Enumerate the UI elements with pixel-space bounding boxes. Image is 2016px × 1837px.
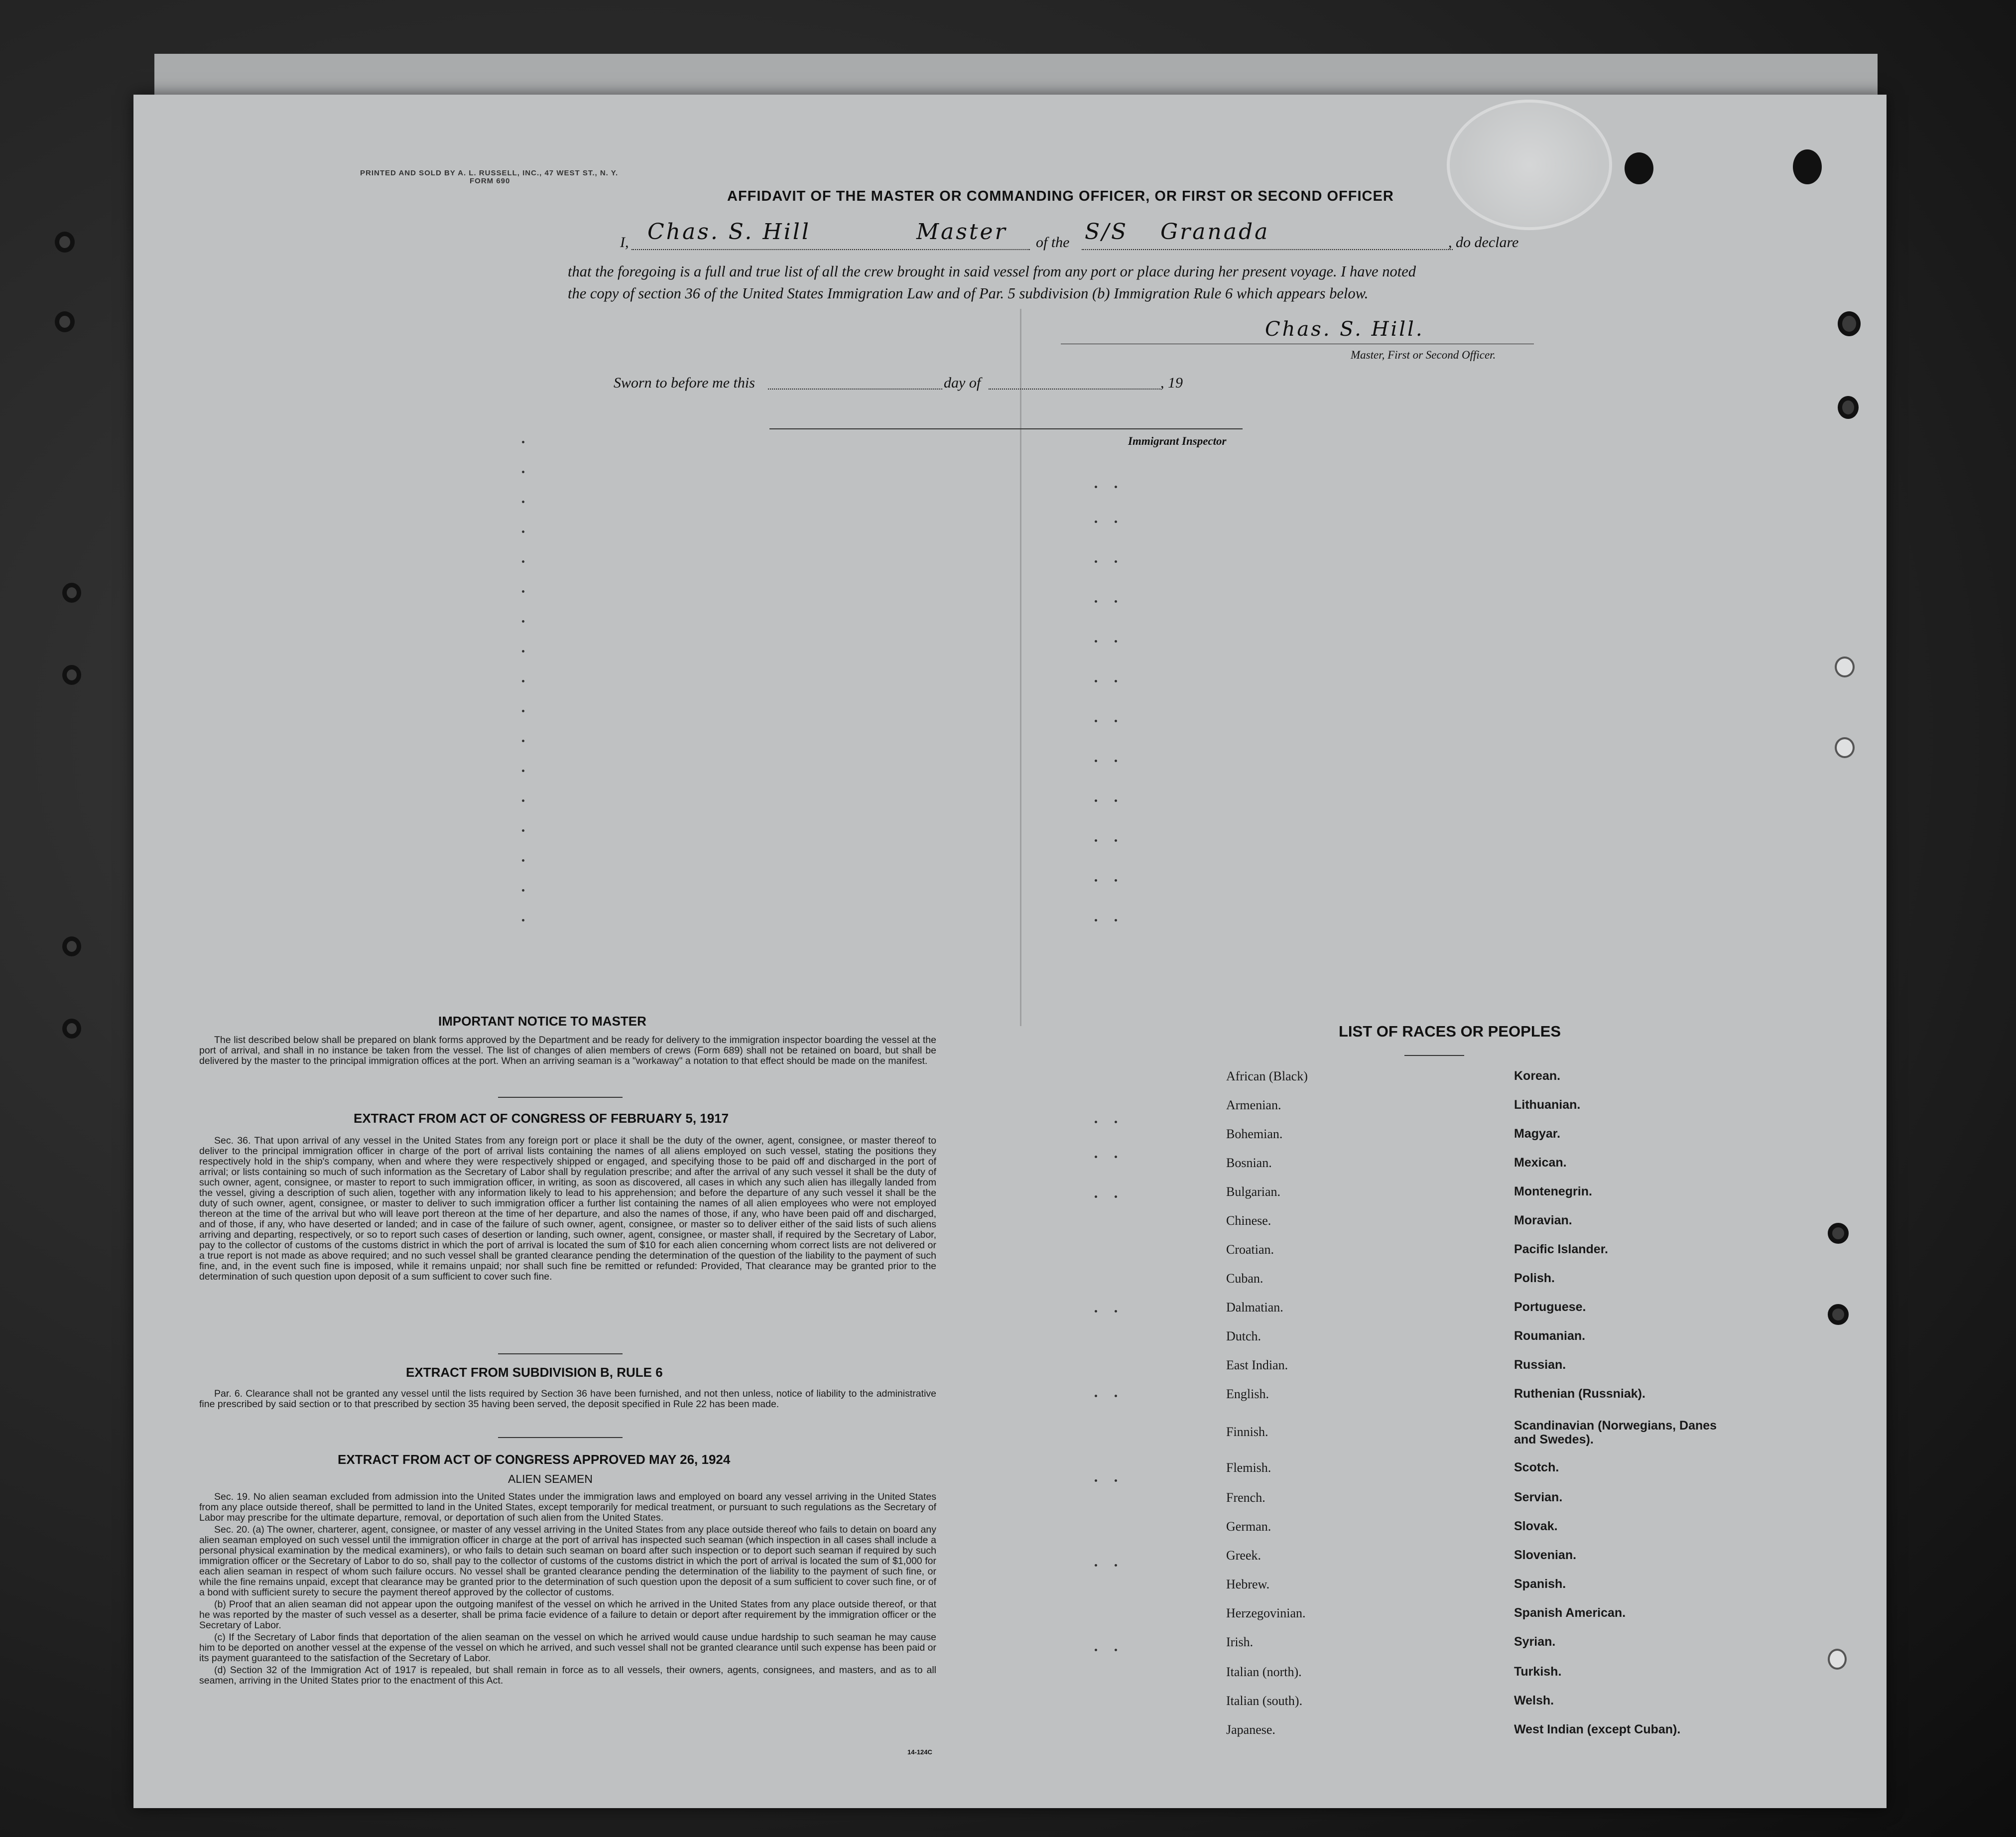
- race-item: Italian (north).: [1226, 1665, 1302, 1679]
- race-item: Moravian.: [1514, 1213, 1572, 1227]
- section-divider: [498, 1097, 623, 1098]
- punch-hole-icon: [1835, 737, 1855, 758]
- race-item: African (Black): [1226, 1069, 1308, 1083]
- extract-1917-title: EXTRACT FROM ACT OF CONGRESS OF FEBRUARY 5, 1917: [354, 1111, 729, 1126]
- extract-rule6-paragraph: Par. 6. Clearance shall not be granted any vessel until the lists required by Section 36 have been furnished, and not then unless, notice of liability to the administrative fine prescribed by said section or to that prescribed by section 35 having been served, the deposit specified in Rule 22 has been made.: [199, 1388, 936, 1410]
- vessel-prefix-handwritten: S/S: [1085, 219, 1129, 245]
- section-divider: [498, 1353, 623, 1354]
- printer-line2: FORM 690: [470, 177, 510, 185]
- binder-ring-icon: [62, 665, 81, 685]
- extract-1924-sec20d: (d) Section 32 of the Immigration Act of 1917 is repealed, but shall remain in force as to all vessels, their owners, agents, consignees, and masters, and as to all seamen, arriving in the United States prior to the enactment of this Act.: [199, 1665, 936, 1686]
- race-item: Russian.: [1514, 1358, 1566, 1372]
- year-label: , 19: [1160, 375, 1183, 391]
- signature-caption: Master, First or Second Officer.: [1351, 349, 1496, 361]
- race-item: Scandinavian (Norwegians, Danes and Swedes).: [1514, 1419, 1717, 1446]
- statement-line-3: the copy of section 36 of the United States Immigration Law and of Par. 5 subdivision (b) Immigration Rule 6 which appears below.: [568, 285, 1369, 302]
- notice-title: IMPORTANT NOTICE TO MASTER: [438, 1014, 646, 1029]
- notice-paragraph: The list described below shall be prepared on blank forms approved by the Department and be ready for delivery to the immigration inspector boarding the vessel at the port of arrival, and shall in no instance be taken from the vessel. The list of changes of alien members of crews (Form 689) shall not be retained on board, but shall be delivered by the master to the principal immigration offices at the port. When an arriving seaman is a "workaway" a notation to that effect should be made on the manifest.: [199, 1035, 936, 1066]
- extract-1924-sec20b: (b) Proof that an alien seaman did not appear upon the outgoing manifest of the vessel on which he arrived in the United States from any place outside thereof, or that he was reported by the master of such vessel as a deserter, shall be prima facie evidence of a failure to detain or deport after requirement by the immigration officer or the Secretary of Labor.: [199, 1599, 936, 1631]
- race-item: Pacific Islander.: [1514, 1242, 1608, 1256]
- race-item: Finnish.: [1226, 1425, 1268, 1439]
- race-item: Flemish.: [1226, 1460, 1271, 1475]
- punch-hole-icon: [1625, 152, 1653, 184]
- i-label: I,: [620, 234, 629, 251]
- embossed-seal: [1447, 100, 1612, 230]
- race-item: Dalmatian.: [1226, 1300, 1283, 1314]
- race-item: Bohemian.: [1226, 1127, 1283, 1141]
- race-item: Chinese.: [1226, 1213, 1271, 1228]
- sworn-month-line: [989, 389, 1160, 390]
- notice-text: [199, 1035, 936, 1068]
- race-item: East Indian.: [1226, 1358, 1288, 1372]
- race-item: Servian.: [1514, 1490, 1563, 1504]
- faint-column-line: [1020, 309, 1021, 1026]
- race-item: Cuban.: [1226, 1271, 1263, 1286]
- binder-ring-icon: [1828, 1223, 1849, 1244]
- races-title: LIST OF RACES OR PEOPLES: [1339, 1023, 1561, 1040]
- race-item: Welsh.: [1514, 1694, 1554, 1707]
- race-item: Spanish American.: [1514, 1606, 1626, 1620]
- extract-1924-sec20a: Sec. 20. (a) The owner, charterer, agent, consignee, or master of any vessel arriving in the United States from any place outside thereof who fails to detain on board any alien seaman employed on such vessel until the immigration officer in charge at the port of arrival has inspected such seaman (which inspection in all cases shall include a personal physical examination by the medical examiners), or who fails to detain such seaman on board after such inspection or to deport such seaman if required by such immigration officer or the Secretary of Labor to do so, shall pay to the collector of customs of the customs district in which the port of arrival is located the sum of $1,000 for each alien seaman in respect of whom such failure occurs. No vessel shall be granted clearance pending the determination of the liability to the payment of such fine, or while the fine remains unpaid, except that clearance may be granted prior to the determination of such question upon the deposit of a sum sufficient to cover such fine, or of a bond with sufficient surety to secure the payment thereof approved by the collector of customs.: [199, 1524, 936, 1598]
- extract-1924-title: EXTRACT FROM ACT OF CONGRESS APPROVED MAY 26, 1924: [338, 1452, 731, 1467]
- race-item: Mexican.: [1514, 1156, 1567, 1170]
- race-item: Italian (south).: [1226, 1694, 1303, 1708]
- punch-hole-icon: [1828, 1649, 1847, 1670]
- race-item: Irish.: [1226, 1635, 1254, 1649]
- races-title-underline: [1404, 1055, 1464, 1056]
- do-declare-label: , do declare: [1448, 234, 1519, 251]
- vessel-name-handwritten: Granada: [1160, 219, 1270, 245]
- signature-handwritten: Chas. S. Hill.: [1265, 318, 1424, 341]
- printer-line1: PRINTED AND SOLD BY A. L. RUSSELL, INC., 47 WEST ST., N. Y.: [360, 169, 619, 177]
- form-code: 14-124C: [907, 1748, 932, 1756]
- extract-1924-text: [199, 1492, 936, 1688]
- race-item: Hebrew.: [1226, 1577, 1270, 1591]
- race-item: English.: [1226, 1387, 1269, 1401]
- race-item: Bosnian.: [1226, 1156, 1272, 1170]
- race-item: Bulgarian.: [1226, 1184, 1281, 1199]
- race-item: Montenegrin.: [1514, 1184, 1592, 1198]
- name-line: [631, 249, 1030, 250]
- extract-1924-sec20c: (c) If the Secretary of Labor finds that deportation of the alien seaman on the vessel on which he arrived would cause undue hardship to such seaman he may cause him to be deported on another vessel at the expense of the vessel on which he arrived, and such vessel shall not be granted clearance until such expense has been paid or its payment guaranteed to the satisfaction of the Secretary of Labor.: [199, 1632, 936, 1664]
- section-divider: [498, 1437, 623, 1438]
- vessel-line: [1082, 249, 1453, 250]
- sworn-label: Sworn to before me this: [614, 375, 755, 391]
- extract-1924-sec19: Sec. 19. No alien seaman excluded from admission into the United States under the immigration laws and employed on board any vessel arriving in the United States from any place outside thereof, shall be permitted to land in the United States, except temporarily for medical treatment, or pursuant to such regulations as the Secretary of Labor may prescribe for the ultimate departure, removal, or deportation of such alien from the United States.: [199, 1491, 936, 1523]
- extract-rule6-title: EXTRACT FROM SUBDIVISION B, RULE 6: [406, 1365, 663, 1380]
- sworn-day-line: [768, 389, 942, 390]
- race-item: Magyar.: [1514, 1127, 1561, 1141]
- race-item: Roumanian.: [1514, 1329, 1586, 1343]
- race-item: German.: [1226, 1519, 1271, 1534]
- binder-ring-icon: [62, 1019, 81, 1039]
- statement-line-2: that the foregoing is a full and true list of all the crew brought in said vessel from any port or place during her present voyage. I have noted: [568, 263, 1416, 280]
- inspector-signature-line: [769, 428, 1243, 429]
- binder-ring-icon: [1828, 1304, 1849, 1325]
- race-item: Slovak.: [1514, 1519, 1558, 1533]
- extract-rule6-text: [199, 1389, 936, 1411]
- day-of-label: day of: [944, 375, 981, 391]
- master-name-handwritten: Chas. S. Hill: [647, 219, 811, 245]
- of-the-label: of the: [1036, 234, 1070, 251]
- extract-1917-text: [199, 1136, 936, 1284]
- race-item: Korean.: [1514, 1069, 1561, 1083]
- race-item: Japanese.: [1226, 1722, 1275, 1737]
- race-item: Turkish.: [1514, 1665, 1562, 1679]
- affidavit-title: AFFIDAVIT OF THE MASTER OR COMMANDING OFFICER, OR FIRST OR SECOND OFFICER: [727, 188, 1394, 204]
- binder-ring-icon: [1838, 311, 1861, 336]
- binder-ring-icon: [55, 311, 75, 332]
- printer-imprint: [360, 169, 618, 185]
- extract-1924-subtitle: ALIEN SEAMEN: [508, 1472, 593, 1485]
- rank-handwritten: Master: [916, 219, 1008, 245]
- race-item: Scotch.: [1514, 1460, 1559, 1474]
- race-item: Syrian.: [1514, 1635, 1556, 1649]
- race-item: Dutch.: [1226, 1329, 1261, 1343]
- race-item: Croatian.: [1226, 1242, 1274, 1257]
- binder-ring-icon: [55, 232, 75, 253]
- race-item: West Indian (except Cuban).: [1514, 1722, 1681, 1736]
- race-item: Spanish.: [1514, 1577, 1566, 1591]
- race-item: Armenian.: [1226, 1098, 1281, 1112]
- race-item: Polish.: [1514, 1271, 1555, 1285]
- binder-ring-icon: [62, 936, 81, 956]
- race-item: Ruthenian (Russniak).: [1514, 1387, 1645, 1401]
- punch-hole-icon: [1835, 656, 1855, 677]
- race-item: Herzegovinian.: [1226, 1606, 1306, 1620]
- punch-hole-icon: [1793, 149, 1822, 184]
- race-item: Portuguese.: [1514, 1300, 1586, 1314]
- binder-ring-icon: [62, 583, 81, 603]
- race-item: Lithuanian.: [1514, 1098, 1581, 1112]
- extract-1917-paragraph: Sec. 36. That upon arrival of any vessel in the United States from any foreign port or place it shall be the duty of the owner, agent, consignee, or master thereof to deliver to the principal immigration officer in charge of the port of arrival lists containing the names of all aliens employed on such vessel, stating the positions they respectively hold in the ship's company, when and where they were respectively shipped or engaged, and specifying those to be paid off and discharged in the port of arrival; or lists containing so much of such information as the Secretary of Labor shall by regulation prescribe; and after the arrival of any such vessel it shall be the duty of such owner, agent, consignee, or master to report to such immigration officer, in writing, as soon as discovered, all cases in which any such alien has illegally landed from the vessel, giving a description of such alien, together with any information likely to lead to his apprehension; and before the departure of any such vessel it shall be the duty of such owner, agent, consignee, or master to deliver to such immigration officer a further list containing the names of all alien employees who were not employed thereon at the time of the arrival but who will leave port thereon at the time of her departure, and also the names of those, if any, who have been paid off and discharged, and of those, if any, who have deserted or landed; and in case of the failure of such owner, agent, consignee, or master so to deliver either of the said lists of such aliens arriving and departing, respectively, or so to report such cases of desertion or landing, such owner, agent, consignee, or master shall, if required by the Secretary of Labor, pay to the collector of customs of the customs district in which the port of arrival is located the sum of $10 for each alien concerning whom correct lists are not delivered or a true report is not made as above required; and no such vessel shall be granted clearance pending the determination of the question of the liability to the payment of such fine, and, in the event such fine is imposed, while it remains unpaid; nor shall such fine be remitted or refunded: Provided, That clearance may be granted prior to the determination of such question upon deposit of a sum sufficient to cover such fine.: [199, 1135, 936, 1282]
- binder-ring-icon: [1838, 396, 1859, 419]
- race-item: Greek.: [1226, 1548, 1261, 1563]
- race-item: French.: [1226, 1490, 1265, 1505]
- race-item: Slovenian.: [1514, 1548, 1577, 1562]
- inspector-caption: Immigrant Inspector: [1128, 435, 1227, 447]
